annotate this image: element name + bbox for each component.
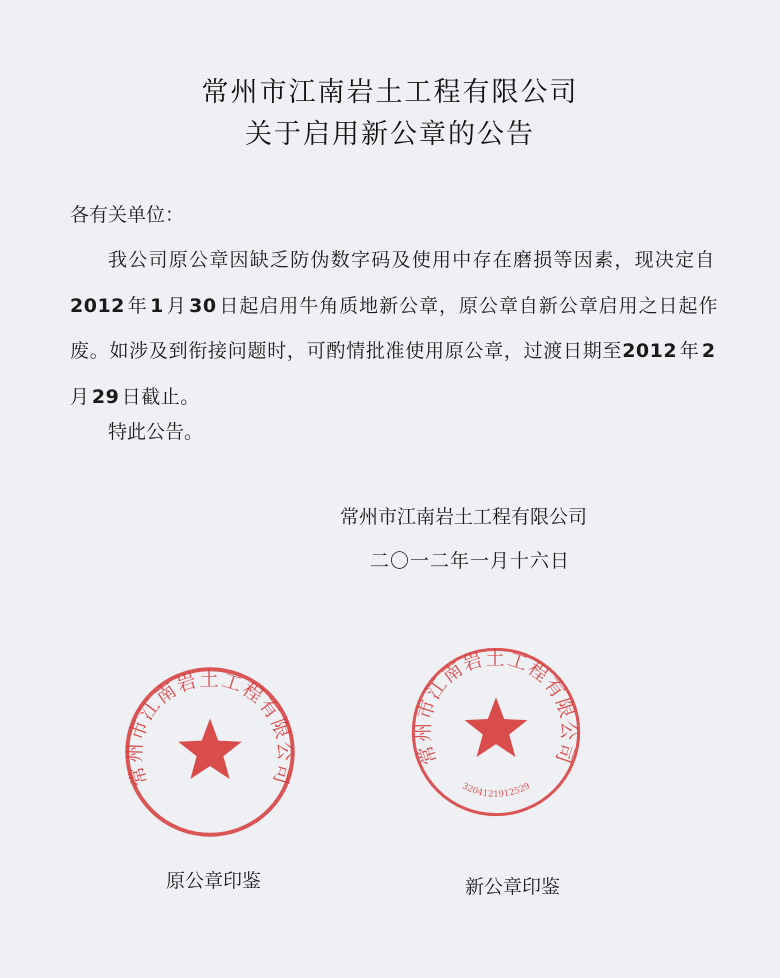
new-seal-caption: 新公章印鉴 [465, 876, 561, 898]
star-icon [465, 697, 528, 757]
body-text-2: 年 [127, 294, 148, 317]
end-day: 29 [91, 385, 120, 408]
announcement-body [70, 238, 718, 420]
end-month: 2 [701, 340, 716, 362]
old-seal-text: 常州市江南岩土工程有限公司 [123, 667, 297, 789]
signature-date: 二〇一二年一月十六日 [370, 550, 571, 572]
body-text-3: 月 [166, 294, 187, 317]
new-seal-code: 3204121912529 [460, 781, 532, 800]
start-month: 1 [150, 294, 164, 317]
signature-company: 常州市江南岩土工程有限公司 [340, 506, 588, 528]
old-seal-graphic [122, 664, 298, 840]
end-year: 2012 [622, 340, 678, 362]
document-title-company: 常州市江南岩土工程有限公司 [201, 77, 579, 108]
svg-text:3204121912529 [460, 781, 532, 799]
new-seal-text: 常州市江南岩土工程有限公司 [411, 646, 581, 768]
start-day: 30 [189, 294, 217, 317]
body-text-7: 日截止。 [121, 385, 200, 408]
new-seal-graphic [409, 645, 583, 819]
body-text-6: 月 [70, 385, 90, 408]
body-text-4: 日起启用牛角质地新公章，原公章自新公章启用之日起作废。如涉及到衔接问题时，可酌情批准使用原公章，过渡日期至 [70, 294, 718, 362]
body-text-1: 我公司原公章因缺乏防伪数字码及使用中存在磨损等因素，现决定自 [108, 249, 716, 271]
start-year: 2012 [70, 294, 125, 317]
old-seal-caption: 原公章印鉴 [166, 870, 262, 892]
document-title-subject: 关于启用新公章的公告 [245, 119, 535, 150]
closing-statement: 特此公告。 [108, 421, 204, 443]
body-text-5: 年 [679, 340, 700, 362]
old-company-seal [122, 664, 298, 840]
addressee: 各有关单位： [70, 204, 185, 226]
new-company-seal [409, 645, 583, 819]
star-icon [178, 719, 242, 779]
